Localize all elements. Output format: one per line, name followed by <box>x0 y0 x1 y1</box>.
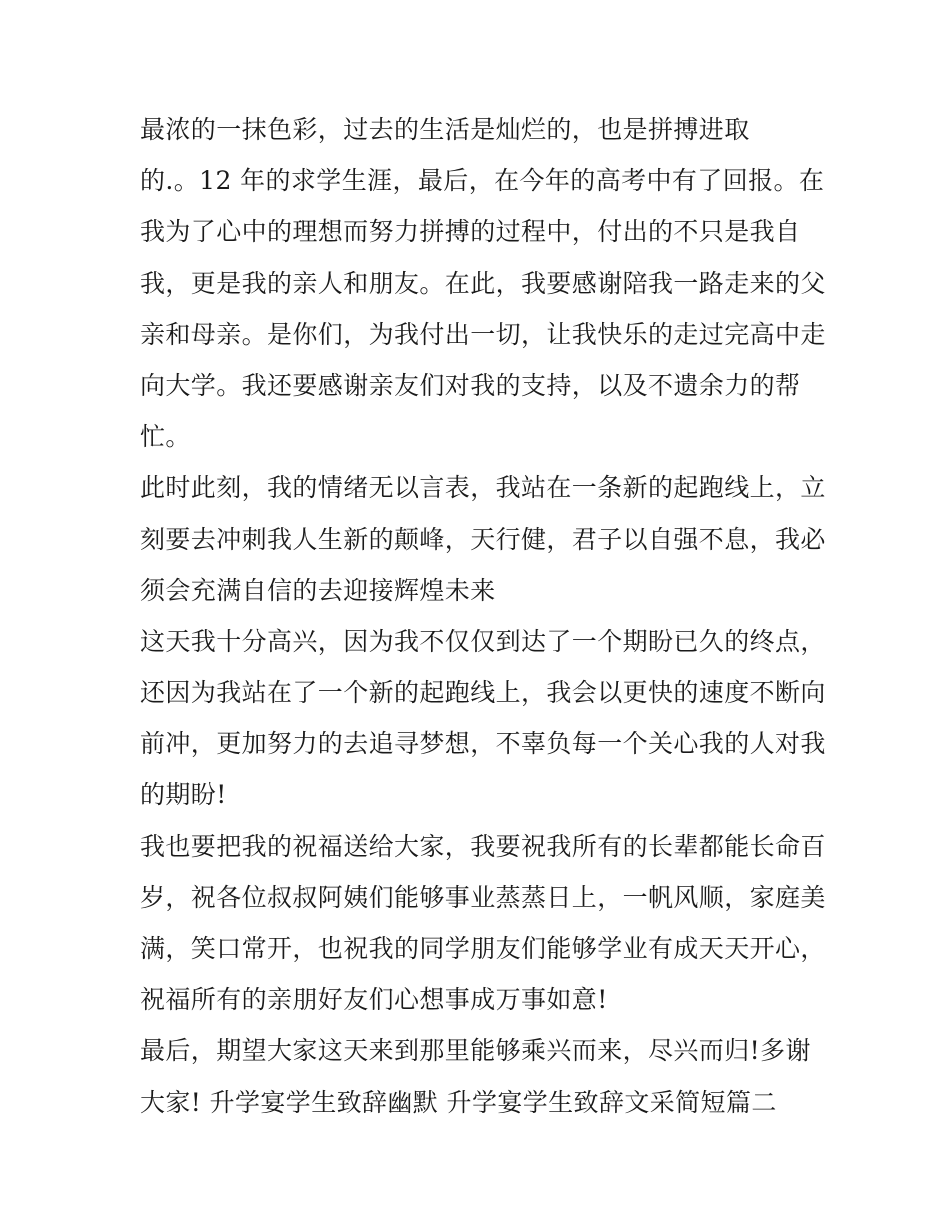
text-line: 我，更是我的亲人和朋友。在此，我要感谢陪我一路走来的父 <box>140 268 826 298</box>
text-line: 最浓的一抹色彩，过去的生活是灿烂的，也是拼搏进取 <box>140 115 750 144</box>
text-line: 满，笑口常开，也祝我的同学朋友们能够学业有成天天开心， <box>140 934 826 963</box>
text-line: 大家! 升学宴学生致辞幽默 升学宴学生致辞文采简短篇二 <box>140 1087 777 1117</box>
text-line: 我也要把我的祝福送给大家，我要祝我所有的长辈都能长命百 <box>140 831 826 861</box>
text-line: 忙。 <box>140 422 191 452</box>
text-line: 祝福所有的亲朋好友们心想事成万事如意! <box>140 985 608 1015</box>
text-line: 刻要去冲刺我人生新的颠峰，天行健，君子以自强不息，我必 <box>140 524 826 554</box>
text-line: 须会充满自信的去迎接辉煌未来 <box>140 575 496 605</box>
text-line: 前冲，更加努力的去追寻梦想，不辜负每一个关心我的人对我 <box>140 729 826 759</box>
document-page <box>140 104 826 1128</box>
text-line: 岁，祝各位叔叔阿姨们能够事业蒸蒸日上，一帆风顺，家庭美 <box>140 882 826 912</box>
text-line: 此时此刻，我的情绪无以言表，我站在一条新的起跑线上，立 <box>140 473 826 503</box>
text-line: 还因为我站在了一个新的起跑线上，我会以更快的速度不断向 <box>140 678 826 708</box>
text-line: 我为了心中的理想而努力拼搏的过程中，付出的不只是我自 <box>140 217 801 247</box>
text-line: 这天我十分高兴，因为我不仅仅到达了一个期盼已久的终点， <box>140 626 826 656</box>
text-line: 最后，期望大家这天来到那里能够乘兴而来，尽兴而归!多谢 <box>140 1036 811 1066</box>
text-line: 的.。12 年的求学生涯，最后，在今年的高考中有了回报。在 <box>140 166 825 196</box>
text-line: 向大学。我还要感谢亲友们对我的支持，以及不遗余力的帮 <box>140 370 801 400</box>
text-line: 亲和母亲。是你们，为我付出一切，让我快乐的走过完高中走 <box>140 319 826 349</box>
text-line: 的期盼! <box>140 780 227 810</box>
